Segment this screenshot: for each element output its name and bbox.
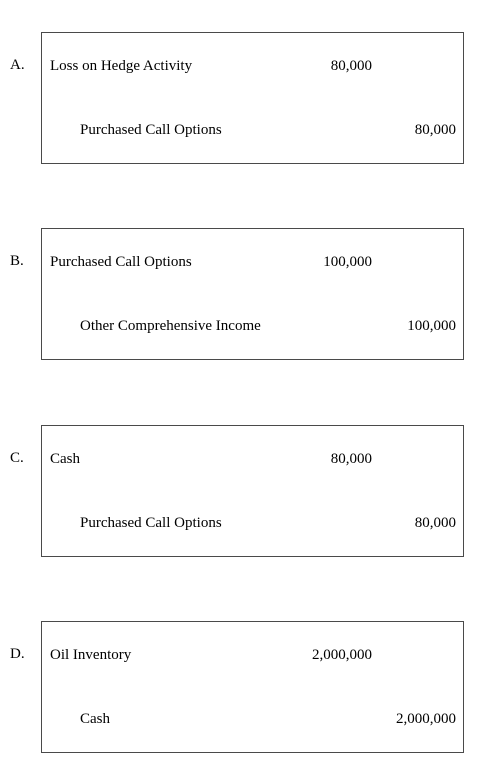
option-b[interactable] (0, 228, 501, 360)
debit-account: Cash (50, 451, 80, 467)
credit-account: Purchased Call Options (80, 122, 222, 138)
debit-account: Purchased Call Options (50, 254, 192, 270)
debit-amount: 2,000,000 (312, 647, 372, 663)
credit-account: Cash (80, 711, 110, 727)
debit-account: Loss on Hedge Activity (50, 58, 193, 74)
option-letter: B. (10, 253, 24, 269)
journal-entry-box (41, 425, 464, 557)
option-c[interactable] (0, 425, 501, 557)
credit-amount: 2,000,000 (396, 711, 456, 727)
option-letter: C. (10, 450, 24, 466)
option-letter: A. (10, 57, 25, 73)
debit-amount: 80,000 (330, 58, 372, 74)
option-a[interactable] (0, 32, 501, 164)
option-d[interactable] (0, 621, 501, 753)
credit-account: Purchased Call Options (80, 515, 222, 531)
journal-entry-box (41, 32, 464, 164)
debit-amount: 100,000 (323, 254, 372, 270)
credit-amount: 80,000 (414, 515, 456, 531)
credit-amount: 100,000 (407, 318, 456, 334)
journal-entry-box (41, 621, 464, 753)
credit-account: Other Comprehensive Income (80, 318, 261, 334)
journal-entry-box (41, 228, 464, 360)
option-letter: D. (10, 646, 25, 662)
credit-amount: 80,000 (414, 122, 456, 138)
debit-account: Oil Inventory (50, 647, 132, 663)
debit-amount: 80,000 (330, 451, 372, 467)
